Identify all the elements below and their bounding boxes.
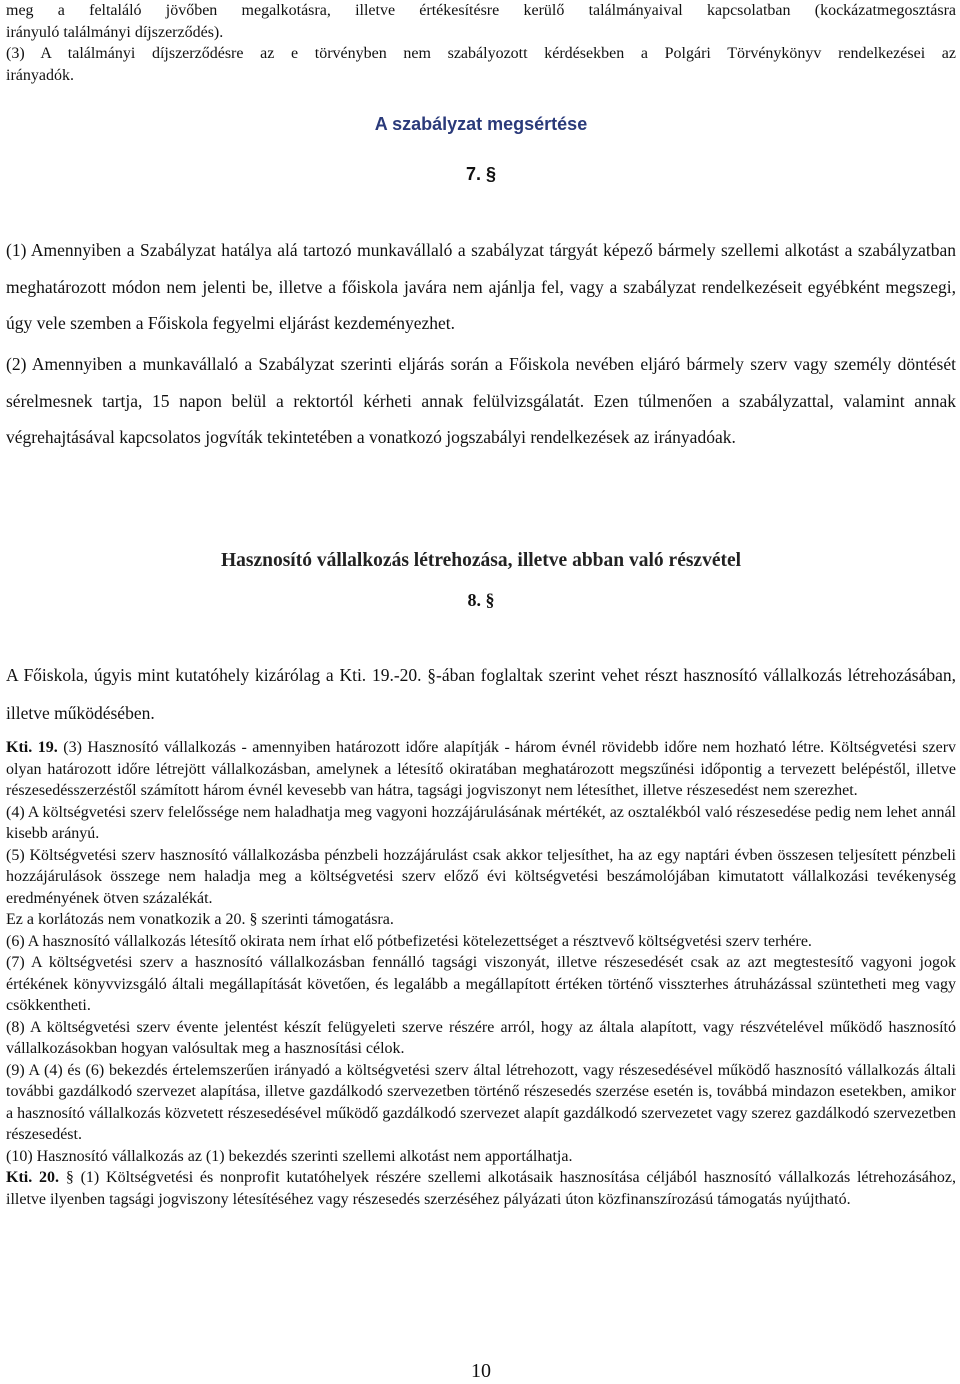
- kti-19-label: Kti. 19.: [6, 739, 58, 756]
- kti-19-paragraph-4: (4) A költségvetési szerv felelőssége nem haladhatja meg vagyoni hozzájárulásának mértékét, az osztalékból való részesedése pedig nem lehet annál kisebb arányú.: [6, 803, 956, 842]
- section-8-number: 8. §: [467, 590, 495, 610]
- paragraph-3: (3) A találmányi díjszerződésre az e törvényben nem szabályozott kérdésekben a Polgári Törvénykönyv rendelkezései az irányadók.: [6, 45, 956, 84]
- kti-19-paragraph-10: (10) Hasznosító vállalkozás az (1) bekezdés szerinti szellemi alkotást nem apportálhatja.: [6, 1147, 573, 1165]
- section-8-heading: Hasznosító vállalkozás létrehozása, illetve abban való részvétel: [220, 550, 742, 571]
- section-7-number: 7. §: [465, 164, 497, 184]
- section-7-paragraph-1: (1) Amennyiben a Szabályzat hatálya alá tartozó munkavállaló a szabályzat tárgyát képező bármely szellemi alkotást a szabályzatban meghatározott módon nem jelenti be, illetve a főiskola javára nem ajánlja fel, vagy a szabályzat rendelkezéseit egyébként megszegi, úgy vele szemben a Főiskola fegyelmi eljárást kezdeményezhet.: [6, 240, 956, 333]
- section-8-paragraph-1: A Főiskola, úgyis mint kutatóhely kizárólag a Kti. 19.-20. §-ában foglaltak szerint vehet részt hasznosító vállalkozás létrehozásában, illetve működésében.: [6, 665, 956, 723]
- paragraph-continuation: meg a feltaláló jövőben megalkotásra, illetve értékesítésre kerülő találmányaival kapcsolatban (kockázatmegosztásra irányuló találmányi díjszerződés).: [6, 2, 956, 41]
- kti-19-paragraph-3: Kti. 19. (3) Hasznosító vállalkozás - amennyiben határozott időre alapítják - három évnél rövidebb időre nem hozható létre. Költségvetési szerv olyan határozott időre létrejött vállalkozásban, amelynek a létesítő okiratában meghatározott megszűnési időpontig a tervezett belépéstől, illetve részesedésszerzéstől számított három évnél kevesebb van hátra, tagsági jogviszonyt nem létesíthet, illetve részesedést nem szerezhet.: [6, 739, 957, 799]
- kti-19-block: [6, 737, 956, 1210]
- kti-19-paragraph-9: (9) A (4) és (6) bekezdés értelemszerűen irányadó a költségvetési szerv által létrehozott, vagy részesedésével működő hasznosító vállalkozás általi további gazdálkodó szervezet alapítása, illetve gazdálkodó szervezetben történő részesedés szerzése esetén is, továbbá mindazon esetekben, amikor a hasznosító vállalkozás közvetett részesedésével működő gazdálkodó szervezet alapít gazdálkodó szervezetet vagy szerez gazdálkodó szervezetben részesedést.: [6, 1061, 956, 1143]
- kti-19-paragraph-7: (7) A költségvetési szerv a hasznosító vállalkozásban fennálló tagsági viszonyát, illetve részesedését csak az azt megtestesítő vagyoni jogok értékének könyvvizsgáló általi megállapítását követően, és legalább a megállapított értéken történő visszterhes átruházással szüntetheti meg vagy csökkentheti.: [6, 954, 956, 1014]
- section-7-paragraph-2: (2) Amennyiben a munkavállaló a Szabályzat szerinti eljárás során a Főiskola nevében eljáró bármely szerv vagy személy döntését sérelmesnek tartja, 15 napon belül a rektortól kérheti annak felülvizsgálatát. Ezen túlmenően a szabályzattal, valamint annak végrehajtásával kapcsolatos jogvíták tekintetében a vonatkozó jogszabályi rendelkezések az irányadóak.: [6, 354, 956, 447]
- intro-block: [6, 0, 956, 86]
- kti-20-label: Kti. 20.: [6, 1169, 60, 1186]
- kti-19-paragraph-5b: Ez a korlátozás nem vonatkozik a 20. § szerinti támogatásra.: [6, 911, 394, 928]
- kti-19-paragraph-8: (8) A költségvetési szerv évente jelentést készít felügyeleti szerve részére arról, hogy az általa alapított, vagy részvételével működő hasznosító vállalkozásokban hogyan valósultak meg a hasznosítási célok.: [6, 1018, 956, 1057]
- kti-20-paragraph-1: Kti. 20. § (1) Költségvetési és nonprofit kutatóhelyek részére szellemi alkotásaik hasznosítása céljából hasznosító vállalkozás létrehozásához, illetve ilyenben tagsági jogviszony létesítéséhez vagy részesedés szerzéséhez pályázati úton közfinanszírozású támogatás nyújtható.: [6, 1169, 957, 1208]
- page-number: 10: [471, 1360, 491, 1382]
- kti-19-paragraph-6: (6) A hasznosító vállalkozás létesítő okirata nem írhat elő pótbefizetési kötelezettséget a résztvevő költségvetési szerv terhére.: [6, 932, 812, 950]
- section-7-heading: A szabályzat megsértése: [374, 114, 588, 134]
- kti-19-paragraph-5: (5) Költségvetési szerv hasznosító vállalkozásba pénzbeli hozzájárulást csak akkor teljesíthet, ha az egy naptári évben összesen teljesített pénzbeli hozzájárulások összege nem haladja meg a költségvetési szerv előző évi költségvetési beszámolójában kimutatott vállalkozási tevékenység eredményének ötven százalékát.: [6, 846, 956, 907]
